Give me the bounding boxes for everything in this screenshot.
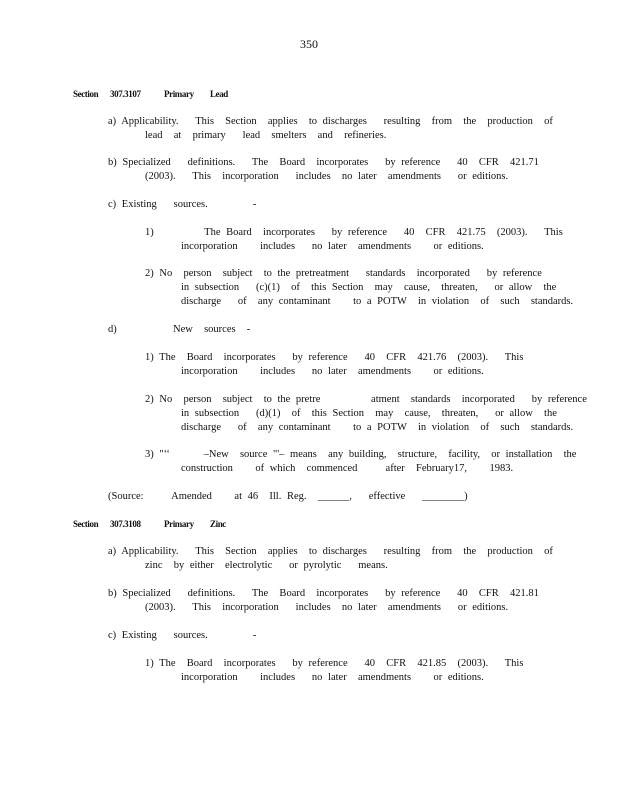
paragraph-line: a) Applicability. This Section applies to discharges resulting from the production of [108, 116, 553, 127]
paragraph-line: c) Existing sources. - [108, 630, 257, 641]
section-number: 307.3107 [110, 89, 141, 99]
paragraph-line: 1) The Board incorporates by reference 40 CFR 421.75 (2003). This [145, 227, 563, 238]
paragraph-line: 1) The Board incorporates by reference 40 CFR 421.76 (2003). This [145, 352, 524, 363]
paragraph-line: incorporation includes no later amendments or editions. [181, 672, 484, 683]
section-title-word: Primary [164, 519, 194, 529]
paragraph-line: lead at primary lead smelters and refineries. [145, 130, 387, 141]
section-title-word: Zinc [210, 519, 226, 529]
page-number: 350 [300, 37, 318, 51]
paragraph-line: incorporation includes no later amendments or editions. [181, 241, 484, 252]
paragraph-line: discharge of any contaminant to a POTW in violation of such standards. [181, 296, 574, 307]
section-label: Section [73, 519, 99, 529]
paragraph-line: b) Specialized definitions. The Board incorporates by reference 40 CFR 421.81 [108, 588, 539, 599]
paragraph-line: 2) No person subject to the pretreatment standards incorporated by reference [145, 268, 542, 279]
paragraph-line: b) Specialized definitions. The Board incorporates by reference 40 CFR 421.71 [108, 157, 539, 168]
paragraph-line: 1) The Board incorporates by reference 40 CFR 421.85 (2003). This [145, 658, 524, 669]
paragraph-line: construction of which commenced after February17, 1983. [181, 463, 514, 474]
paragraph-line: incorporation includes no later amendments or editions. [181, 366, 484, 377]
section-title-word: Lead [210, 89, 228, 99]
section-number: 307.3108 [110, 519, 141, 529]
paragraph-line: 3) "‘‘ –New source "'– means any building, structure, facility, or installation the [145, 449, 577, 460]
paragraph-line: d) New sources - [108, 324, 251, 335]
paragraph-line: a) Applicability. This Section applies to discharges resulting from the production of [108, 546, 553, 557]
paragraph-line: (2003). This incorporation includes no later amendments or editions. [145, 602, 509, 613]
paragraph-line: 2) No person subject to the pretre atment standards incorporated by reference [145, 394, 587, 405]
paragraph-line: (2003). This incorporation includes no later amendments or editions. [145, 171, 509, 182]
paragraph-line: in subsection (c)(1) of this Section may cause, threaten, or allow the [181, 282, 557, 293]
section-label: Section [73, 89, 99, 99]
paragraph-line: discharge of any contaminant to a POTW in violation of such standards. [181, 422, 574, 433]
paragraph-line: in subsection (d)(1) of this Section may cause, threaten, or allow the [181, 408, 557, 419]
source-note: (Source: Amended at 46 Ill. Reg. ______, effective ________) [108, 491, 468, 502]
paragraph-line: c) Existing sources. - [108, 199, 257, 210]
paragraph-line: zinc by either electrolytic or pyrolytic means. [145, 560, 388, 571]
section-title-word: Primary [164, 89, 194, 99]
